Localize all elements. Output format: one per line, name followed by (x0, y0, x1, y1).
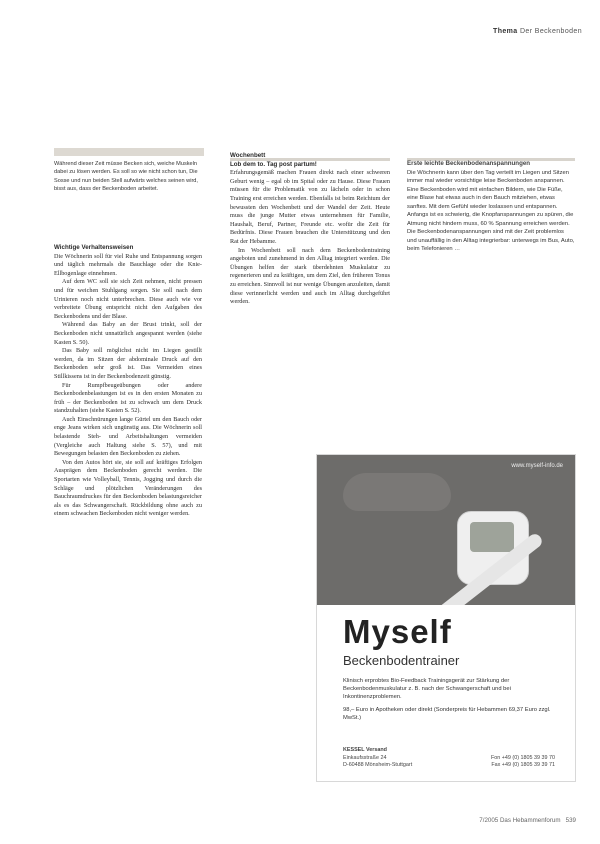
ad-text-1: Klinisch erprobtes Bio-Feedback Trainingsgerät zur Stärkung der Beckenbodenmuskulatur z. B. nach der Schwangerschaft und bei Inkontinenzproblemen. (343, 678, 511, 701)
caption-bar (54, 148, 204, 156)
left-paragraph: Während das Baby an der Brust trinkt, soll der Beckenboden nicht unnatürlich angespannt werden (siehe Kasten S. 50). (54, 321, 202, 346)
right-paragraph: Die Beckenbodenanspannungen sind mit der Zeit problemlos und unauffällig in den Alltag integrierbar: unterwegs im Bus, Auto, beim Telefonieren … (407, 229, 575, 253)
ad-fax: Fax +49 (0) 1805 39 39 71 (491, 762, 555, 769)
pouch-image (343, 473, 451, 511)
ad-url[interactable]: www.myself-info.de (511, 463, 563, 469)
footer-issue: 7/2005 (479, 817, 499, 824)
header-topic: Der Beckenboden (519, 28, 582, 35)
right-column (407, 160, 575, 254)
ad-phone: Fon +49 (0) 1805 39 39 70 (491, 754, 555, 761)
header-section: Thema (493, 28, 518, 35)
right-paragraph: Die Wöchnerin kann über den Tag verteilt im Liegen und Sitzen immer mal wieder vorsichtige leise Beckenboden anspannen. Eine Beckenboden wird mit einfachen Bildern, wie Die Füße, eine Blase hat etwas auch in den Bauch mitziehen, etwas sanftes. Mit dem Gefühl wieder loslassen und entspannen. Anfangs ist es schwierig, die Knopfanspannungen zu spüren, die Atmung nicht hindern muss, 60 % Spannung erreichen werden. (407, 169, 574, 227)
middle-heading: Wochenbett (230, 152, 266, 159)
right-heading: Erste leichte Beckenbodenanspannungen (407, 160, 531, 167)
ad-phone-block (491, 747, 555, 770)
ad-address-2: D-60488 Mönsheim-Stuttgart (343, 762, 413, 769)
ad-address-1: Einkaufsstraße 24 (343, 754, 387, 761)
middle-paragraph: Erfahrungsgemäß machen Frauen direkt nach einer schweren Geburt wenig – egal ob im Spital oder zu Hause. Diese Frauen müssen für die Problematik von zu lächeln oder in schon Training erst erreichen werden. Ebenfalls ist beim Reichtum der bewussten den Wochenbett und der Wandel der Zeit. Heute muss die junge Mutter etwas unternehmen für Familie, Haushalt, Beruf, Partner, Freunde etc. wofür die Zeit für Bedürfnis. Diese Frauen brauchen die Unterstützung und den Rat der Hebamme. (230, 169, 390, 245)
middle-subheading: Lob dem to. Tag post partum! (230, 160, 317, 168)
ad-contact (343, 747, 555, 770)
running-header (493, 28, 582, 35)
ad-brand: Myself (343, 613, 452, 650)
left-column (54, 244, 202, 519)
advertisement[interactable] (316, 454, 576, 782)
middle-column (230, 152, 390, 307)
page-number: 539 (565, 817, 576, 824)
left-paragraph: Für Rumpfbeugeübungen oder andere Beckenbodenbelastungen ist es in den ersten Monaten zu früh – der Beckenboden ist zu schwach um dem Druck standzuhalten (siehe Kasten S. 52). (54, 381, 202, 415)
left-paragraph: Auch Einschnürungen lange Gürtel um den Bauch oder enge Jeans wirken sich ungünstig aus. Die Wöchnerin soll belastende Steh- und Arbeitshaltungen vermeiden (Vergleiche auch Haltung siehe S. 57), und mit Bewegungen belasten den Beckenboden zu ziehen. (54, 415, 202, 458)
footer-journal: Das Hebammenforum (499, 817, 561, 824)
left-paragraph: Von den Autos hört sie, sie soll auf kräftiges Erfolgen Ausprägen dem Beckenboden gerecht werden. Die Sportarten wie Volleyball, Tennis, Jogging und durch die Schläge und plötzlichen Veränderungen des Bauchraumdruckes für den Beckenboden belastungsreicher als es das Schwangerschaft. Rückbildung ohne auch zu einem schwachen Beckenboden nicht weniger werden. (54, 458, 202, 518)
left-paragraph: Auf dem WC soll sie sich Zeit nehmen, nicht pressen und für weichen Stuhlgang sorgen. Sie soll nach dem Urinieren noch nicht unterbrechen. Diese auch wie vor verbreitete Übung entspricht nicht den Aufgaben des Beckenbodens und der Blase. (54, 278, 202, 320)
left-paragraph: Die Wöchnerin soll für viel Ruhe und Entspannung sorgen und täglich mehrmals die Bauchlage oder die Knie-Ellbogenlage einnehmen. (54, 252, 202, 277)
ad-description (343, 677, 555, 722)
ad-subtitle: Beckenbodentrainer (343, 653, 460, 668)
ad-photo (317, 455, 575, 605)
ad-company: KESSEL Versand (343, 747, 387, 753)
page-footer (479, 817, 576, 824)
device-screen (470, 522, 514, 552)
middle-paragraph: Im Wochenbett soll nach dem Beckenbodentraining angeboten und zunehmend in den Alltag integriert werden. Die Übungen helfen der stark überdehnten Muskulatur zu regenerieren und zu kräftigen, um dem Ziel, den früheren Tonus zu erreichen. Sinnvoll ist nur wenige Übungen anzuleiten, damit diese verinnerlicht werden und auch im Alltag durchgeführt werden. (230, 246, 390, 306)
ad-text-2: 98,– Euro in Apotheken oder direkt (Sonderpreis für Hebammen 69,37 Euro zzgl. MwSt.) (343, 706, 551, 721)
image-caption: Während dieser Zeit müsse Becken sich, weiche Muskeln dabei zu lösen werden. Es soll so wie nicht schon tun, Die Sosse und nun beiden Stell aufwärts welches seinen wird, bisst aus, dass der Beckenboden arbeitet. (54, 161, 198, 192)
left-paragraph: Das Baby soll möglichst nicht im Liegen gestillt werden, da im Sitzen der abdominale Druck auf den Beckenboden sehr groß ist. Das Vermeiden eines Stillkissens ist in der Beckenbodenzeit günstig. (54, 347, 202, 380)
left-heading: Wichtige Verhaltensweisen (54, 244, 134, 251)
